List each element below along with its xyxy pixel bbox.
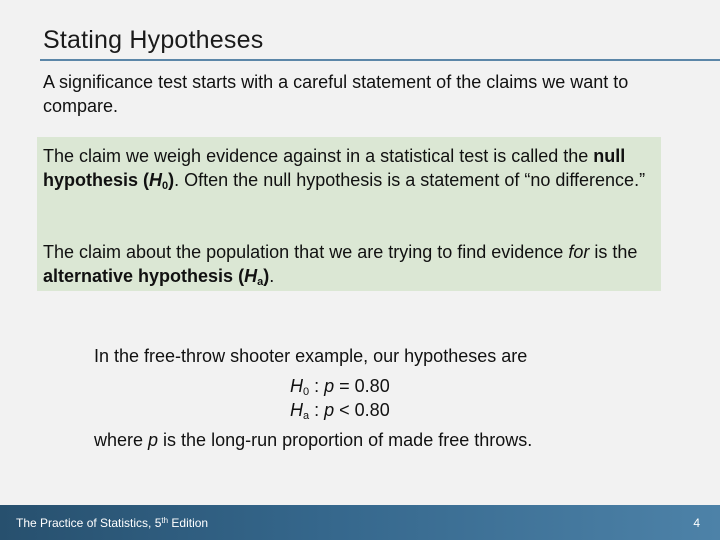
footer-bar [0,505,720,540]
page-number: 4 [693,516,700,530]
null-hypothesis-term: null hypothesis $(H_0)$ [43,146,626,192]
null-hypothesis-statement: $H_0$ : p = 0.80 [290,376,390,398]
p1-text: The claim we weigh evidence against in a statistical test is called the [43,146,594,166]
alternative-hypothesis-term: alternative hypothesis $(H_a)$ [43,266,270,288]
book-title: The Practice of Statistics, 5th Edition [16,516,209,530]
null-hypothesis-definition [43,144,659,192]
parameter-definition: where p is the long-run proportion of made free throws. [94,430,533,450]
slide-title: Stating Hypotheses [43,26,264,54]
alternative-hypothesis-definition: The claim about the population that we are trying to find evidence for is the alternative hypothesis $(H_a)$. [43,242,638,288]
p2-text: The claim about the population that we are trying to find evidence [43,242,569,262]
title-divider [40,59,720,61]
alternative-hypothesis-statement: $H_a$ : p < 0.80 [290,400,390,422]
example-lead: In the free-throw shooter example, our hypotheses are [94,346,528,366]
intro-text: A significance test starts with a careful statement of the claims we want to compare. [43,72,629,116]
p1-tail: . Often the null hypothesis is a statement of “no difference.” [174,170,646,190]
for-emphasis: for [568,242,590,262]
